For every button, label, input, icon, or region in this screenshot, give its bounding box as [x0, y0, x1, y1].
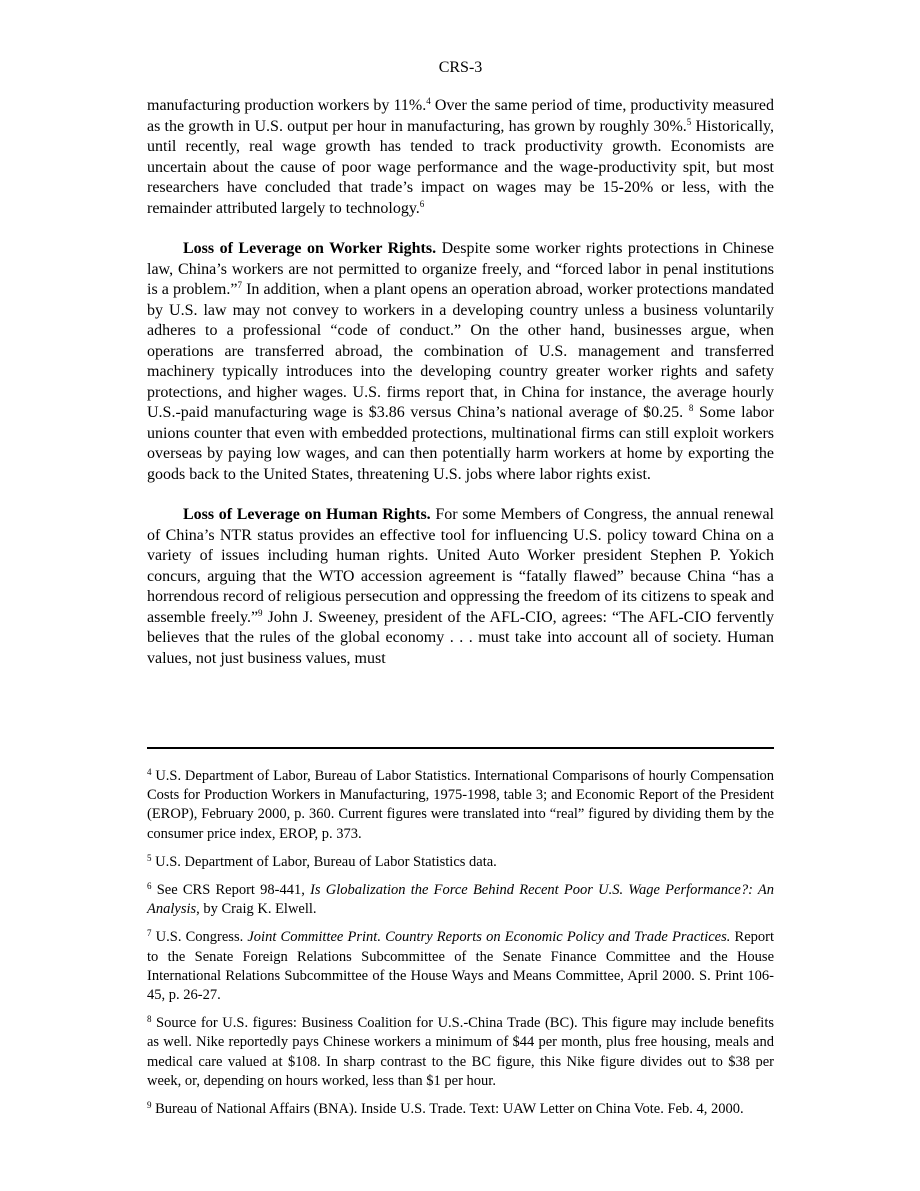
footnote-5 — [147, 853, 774, 872]
paragraph-text: For some Members of Congress, the annual renewal of China’s NTR status provides an effective tool for influencing U.S. policy toward China on a variety of issues including human rights. United Auto Worker president Stephen P. Yokich concurs, arguing that the WTO accession agreement is “fatally flawed” because China “has a horrendous record of religious persecution and oppressing the freedom of its citizens to speak and assemble freely.” — [147, 506, 775, 626]
footnote-text: Source for U.S. figures: Business Coalition for U.S.-China Trade (BC). This figure may include benefits as well. Nike reportedly pays Chinese workers a minimum of $44 per month, plus free housing, meals and medical care valued at $108. In sharp contrast to the BC figure, this Nike figure divides out to $38 per week, or, depending on hours worked, less than $1 per hour. — [147, 1015, 774, 1089]
section-heading-human-rights: Loss of Leverage on Human Rights. — [183, 506, 431, 523]
footnote-ref-5[interactable]: 5 — [686, 116, 692, 127]
footnote-number: 5 — [147, 852, 152, 863]
paragraph-text: Over the same period of time, productivity measured as the growth in U.S. output per hour in manufacturing, has grown by roughly 30%. — [147, 97, 775, 135]
footnote-8 — [147, 1014, 774, 1091]
footnote-number: 6 — [147, 881, 152, 892]
footnote-text: U.S. Department of Labor, Bureau of Labor Statistics. International Comparisons of hourly Compensation Costs for Production Workers in Manufacturing, 1975-1998, table 3; and Economic Report of the President (EROP), February 2000, p. 360. Current figures were translated into “real” figured by dividing them by the consumer price index, EROP, p. 373. — [147, 768, 774, 842]
paragraph-text: Historically, until recently, real wage growth has tended to track productivity growth. Economists are uncertain about the cause of poor wage performance and the wage-productivity spit, but most researchers have concluded that trade’s impact on wages may be 15-20% or less, with the remainder attributed largely to technology. — [147, 117, 774, 217]
footnote-number: 9 — [147, 1100, 152, 1111]
paragraph-human-rights — [147, 505, 774, 669]
footnote-9 — [147, 1100, 774, 1119]
footnote-report-title: Joint Committee Print. Country Reports on Economic Policy and Trade Practices. — [247, 929, 731, 946]
footnote-text: See CRS Report 98-441, — [151, 882, 311, 899]
footnote-number: 4 — [147, 767, 152, 777]
footnote-text: , by Craig K. Elwell. — [196, 901, 317, 918]
footnotes — [147, 767, 774, 1128]
paragraph-text: John J. Sweeney, president of the AFL-CIO, agrees: “The AFL-CIO fervently believes that the rules of the global economy . . . must take into account all of society. Human values, not just business values, must — [147, 608, 774, 667]
footnote-ref-4[interactable]: 4 — [426, 96, 431, 106]
footnote-ref-8[interactable]: 8 — [688, 403, 694, 413]
footnote-divider — [147, 747, 774, 749]
footnote-text: U.S. Congress. — [151, 929, 248, 946]
footnote-ref-6[interactable]: 6 — [419, 198, 425, 209]
footnote-report-title: Is Globalization the Force Behind Recent Poor U.S. Wage Performance?: An Analysis — [147, 882, 775, 918]
paragraph-wage-productivity — [147, 96, 774, 219]
footnote-4 — [147, 767, 774, 844]
paragraph-text: Some labor unions counter that even with embedded protections, multinational firms can still exploit workers overseas by paying low wages, and can then potentially harm workers at home by exporting the goods back to the United States, threatening U.S. jobs where labor rights exist. — [147, 404, 774, 483]
footnote-text: Bureau of National Affairs (BNA). Inside U.S. Trade. Text: UAW Letter on China Vote. Feb. 4, 2000. — [151, 1101, 744, 1118]
section-heading-worker-rights: Loss of Leverage on Worker Rights. — [183, 240, 437, 257]
paragraph-text: manufacturing production workers by 11%. — [147, 97, 427, 114]
footnote-number: 7 — [147, 928, 152, 939]
paragraph-text: Despite some worker rights protections in Chinese law, China’s workers are not permitted to organize freely, and “forced labor in penal institutions is a problem.” — [147, 240, 774, 298]
footnote-text: Report to the Senate Foreign Relations Subcommittee of the Senate Finance Committee and the House International Relations Subcommittee of the House Ways and Means Committee, April 2000. S. Print 106-45, p. 26-27. — [147, 929, 775, 1004]
footnote-ref-7[interactable]: 7 — [237, 280, 242, 290]
page-body — [147, 58, 774, 689]
footnote-ref-9[interactable]: 9 — [258, 607, 263, 618]
footnote-text: U.S. Department of Labor, Bureau of Labor Statistics data. — [151, 853, 497, 870]
footnote-7 — [147, 928, 774, 1005]
page-header: CRS-3 — [438, 59, 483, 76]
footnote-number: 8 — [147, 1014, 152, 1025]
footnote-6 — [147, 881, 774, 919]
paragraph-worker-rights — [147, 239, 774, 485]
paragraph-text: In addition, when a plant opens an operation abroad, worker protections mandated by U.S. law may not convey to workers in a developing country unless a business voluntarily adheres to a professional “code of conduct.” On the other hand, businesses argue, when operations are transferred abroad, the combination of U.S. management and transferred machinery typically introduces into the developing country greater worker rights and safety protections, and higher wages. U.S. firms report that, in China for instance, the average hourly U.S.-paid manufacturing wage is $3.86 versus China’s national average of $0.25. — [147, 281, 774, 421]
